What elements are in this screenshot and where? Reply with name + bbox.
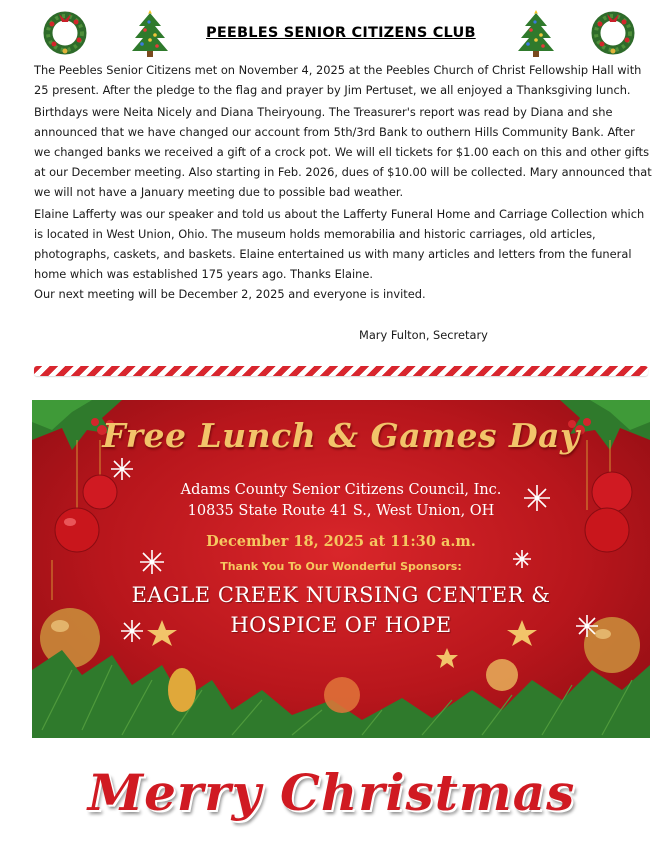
newsletter-header [0,0,663,62]
event-date: December 18, 2025 at 11:30 a.m. [206,533,476,550]
sponsor-name: EAGLE CREEK NURSING CENTER & [131,583,551,607]
wreath-icon [42,10,88,56]
event-organizer: Adams County Senior Citizens Council, Inc. [180,482,502,498]
sponsor-name: HOSPICE OF HOPE [230,613,452,637]
event-title: Free Lunch & Games Day [102,416,580,455]
christmas-tree-icon [516,8,556,58]
merry-christmas-heading: Merry Christmas [87,763,576,822]
christmas-tree-icon [130,8,170,58]
event-address: 10835 State Route 41 S., West Union, OH [187,503,495,519]
minutes-paragraph: Birthdays were Neita Nicely and Diana Theiryoung. The Treasurer's report was read by Diana and she announced that we have changed our account from 5th/3rd Bank to outhern Hills Community Bank. After we changed banks we received a gift of a crock pot. We will ell tickets for $1.00 each on this and other gifts at our December meeting. Also starting in Feb. 2026, dues of $10.00 will be collected. Mary announced that we will not have a January meeting due to possible bad weather. [34,105,652,199]
secretary-signature: Mary Fulton, Secretary [359,328,488,342]
candy-cane-divider [34,366,648,376]
minutes-paragraph: The Peebles Senior Citizens met on November 4, 2025 at the Peebles Church of Christ Fellowship Hall with 25 present. After the pledge to the flag and prayer by Jim Pertuset, we all enjoyed a Thanksgiving lunch. [34,63,642,97]
sponsor-thanks: Thank You To Our Wonderful Sponsors: [220,560,462,573]
page-title: PEEBLES SENIOR CITIZENS CLUB [206,25,476,41]
minutes-paragraph: Our next meeting will be December 2, 2025 and everyone is invited. [34,287,426,301]
event-banner [32,400,650,738]
minutes-paragraph: Elaine Lafferty was our speaker and told us about the Lafferty Funeral Home and Carriage Collection which is located in West Union, Ohio. The museum holds memorabilia and historic carriages, old articles, photographs, caskets, and baskets. Elaine entertained us with many articles and letters from the funeral home which was established 175 years ago. Thanks Elaine. [34,207,645,281]
meeting-minutes [34,60,652,304]
wreath-icon [590,10,636,56]
